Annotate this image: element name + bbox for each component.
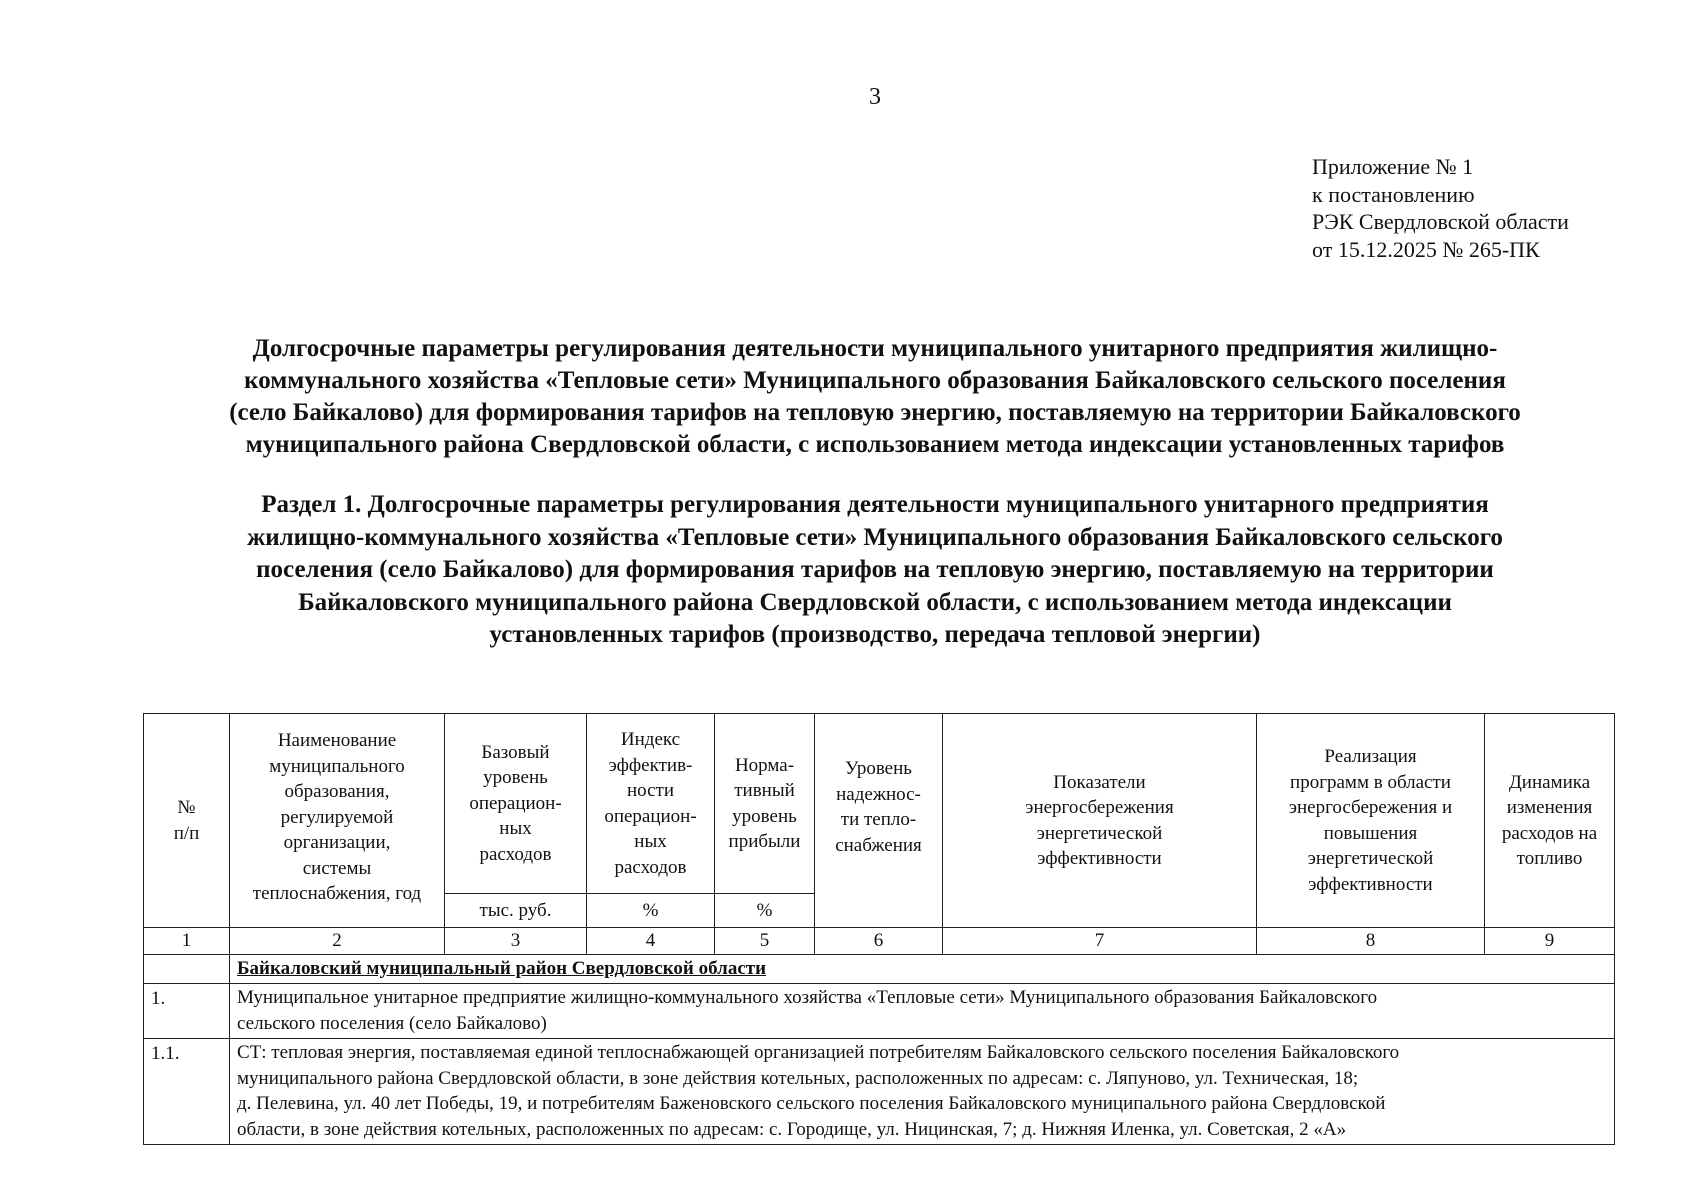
table-row (144, 984, 1615, 1039)
column-number-row (144, 928, 1615, 955)
header-row (144, 714, 1615, 894)
header-col-profit-level: Норма- тивный уровень прибыли (715, 714, 815, 894)
section-title-line: Раздел 1. Долгосрочные параметры регулирования деятельности муниципального унитарного предприятия (261, 491, 1489, 518)
header-col-name: Наименование муниципального образования, регулируемой организации, системы теплоснабжения, год (230, 714, 445, 928)
page-number: 3 (869, 84, 881, 110)
column-number: 1 (144, 928, 230, 955)
appendix-line: РЭК Свердловской области (1312, 209, 1569, 234)
unit-percent: % (715, 894, 815, 928)
row-text: СТ: тепловая энергия, поставляемая единой теплоснабжающей организацией потребителям Байкаловского сельского поселения Байкаловского муниципального района Свердловской области, в зоне действия котельных, расположенных по адресам: с. Ляпуново, ул. Техническая, 18; д. Пелевина, ул. 40 лет Победы, 19, и потребителям Баженовского сельского поселения Байкаловского муниципального района Свердловской области, в зоне действия котельных, расположенных по адресам: с. Городище, ул. Ницинская, 7; д. Нижняя Иленка, ул. Советская, 2 «А» (230, 1039, 1615, 1145)
column-number: 6 (815, 928, 943, 955)
appendix-line: Приложение № 1 (1312, 154, 1474, 179)
section-title (90, 489, 1660, 652)
row-text: Муниципальное унитарное предприятие жилищно-коммунального хозяйства «Тепловые сети» Муниципального образования Байкаловского сельского поселения (село Байкалово) (230, 984, 1615, 1039)
document-title (90, 333, 1660, 461)
district-title-cell (230, 954, 1615, 984)
table-row (144, 1039, 1615, 1145)
section-title-line: жилищно-коммунального хозяйства «Тепловые сети» Муниципального образования Байкаловского сельского (247, 523, 1503, 551)
column-number: 5 (715, 928, 815, 955)
header-col-energy-indicators: Показатели энергосбережения энергетической эффективности (943, 714, 1257, 928)
column-number: 2 (230, 928, 445, 955)
empty-cell (144, 954, 230, 984)
parameters-table (143, 713, 1615, 1145)
appendix-line: от 15.12.2025 № 265-ПК (1312, 236, 1540, 262)
column-number: 4 (587, 928, 715, 955)
title-line: (село Байкалово) для формирования тарифов на тепловую энергию, поставляемую на территории Байкаловского (229, 399, 1521, 426)
header-col-efficiency-index: Индекс эффектив- ности операцион- ных расходов (587, 714, 715, 894)
header-col-number: № п/п (144, 714, 230, 928)
column-number: 9 (1485, 928, 1615, 955)
district-title: Байкаловский муниципальный район Свердловской области (237, 957, 767, 979)
column-number: 8 (1257, 928, 1485, 955)
unit-thousand-rub: тыс. руб. (445, 894, 587, 928)
header-col-reliability: Уровень надежнос- ти тепло- снабжения (815, 714, 943, 928)
header-col-fuel-dynamics: Динамика изменения расходов на топливо (1485, 714, 1615, 928)
header-col-base-opex: Базовый уровень операцион- ных расходов (445, 714, 587, 894)
section-title-line: установленных тарифов (производство, передача тепловой энергии) (489, 621, 1261, 648)
title-line: коммунального хозяйства «Тепловые сети» Муниципального образования Байкаловского сельского поселения (244, 367, 1506, 394)
appendix-line: к постановлению (1312, 181, 1475, 207)
title-line: муниципального района Свердловской области, с использованием метода индексации установленных тарифов (245, 431, 1505, 458)
row-number: 1. (144, 984, 230, 1039)
title-line: Долгосрочные параметры регулирования деятельности муниципального унитарного предприятия жилищно- (252, 335, 1498, 362)
section-title-line: поселения (село Байкалово) для формирования тарифов на тепловую энергию, поставляемую на территории (256, 556, 1494, 583)
unit-percent: % (587, 894, 715, 928)
section-title-line: Байкаловского муниципального района Свердловской области, с использованием метода индексации (298, 588, 1452, 616)
header-col-energy-programs: Реализация программ в области энергосбережения и повышения энергетической эффективности (1257, 714, 1485, 928)
column-number: 7 (943, 928, 1257, 955)
row-number: 1.1. (144, 1039, 230, 1145)
district-row (144, 954, 1615, 984)
appendix-block (1312, 153, 1569, 263)
column-number: 3 (445, 928, 587, 955)
